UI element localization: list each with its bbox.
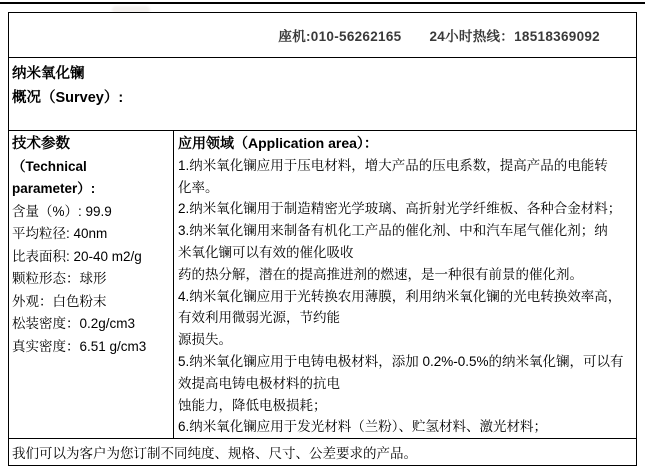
application-line: 化率。 <box>178 179 219 195</box>
survey-label: 概况（Survey）: <box>12 90 124 106</box>
details-row <box>9 131 636 439</box>
param-bulk-density: 松装密度：0.2g/cm3 <box>12 316 136 331</box>
application-line: 药的热分解，潜在的提高推进剂的燃速，是一种很有前景的催化剂。 <box>178 266 583 282</box>
technical-parameters-cell <box>9 131 174 438</box>
customization-note-row <box>9 439 636 465</box>
param-surface-area: 比表面积: 20-40 m2/g <box>12 248 142 264</box>
param-particle-size: 平均粒径: 40nm <box>12 226 108 241</box>
param-content: 含量（%）: 99.9 <box>12 203 112 219</box>
product-info-table <box>8 12 637 466</box>
application-line: 源损失。 <box>178 332 232 348</box>
hotline-number: 24小时热线：18518369092 <box>429 29 600 44</box>
application-line: 5.纳米氧化镧应用于电铸电极材料，添加 0.2%-0.5%的纳米氧化镧，可以有 <box>178 353 624 369</box>
param-appearance: 外观：白色粉末 <box>12 293 107 309</box>
top-divider-line <box>0 2 645 4</box>
application-line: 效提高电铸电极材料的抗电 <box>178 375 340 391</box>
application-line: 2.纳米氧化镧用于制造精密光学玻璃、高折射光学纤维板、各种合金材料； <box>178 201 622 217</box>
application-line: 有效利用微弱光源，节约能 <box>178 310 340 326</box>
title-row <box>9 58 636 131</box>
application-line: 6.纳米氧化镧应用于发光材料（兰粉）、贮氢材料、激光材料； <box>178 419 548 435</box>
application-line: 米氧化镧可以有效的催化吸收 <box>178 244 354 260</box>
application-line: 3.纳米氧化镧用来制备有机化工产品的催化剂、中和汽车尾气催化剂；纳 <box>178 223 608 239</box>
param-true-density: 真实密度：6.51 g/cm3 <box>12 338 147 354</box>
technical-parameters-subtitle: （Technical parameter）: <box>12 158 96 196</box>
landline-number: 座机:010-56262165 <box>278 29 402 44</box>
param-morphology: 颗粒形态：球形 <box>12 271 107 286</box>
application-line: 4.纳米氧化镧应用于光转换农用薄膜，利用纳米氧化镧的光电转换效率高， <box>178 288 622 304</box>
application-area-cell <box>174 131 636 438</box>
application-line: 1.纳米氧化镧应用于压电材料，增大产品的压电系数，提高产品的电能转 <box>178 157 608 173</box>
product-title: 纳米氧化镧 <box>12 66 85 82</box>
customization-note: 我们可以为客户为您订制不同纯度、规格、尺寸、公差要求的产品。 <box>12 446 417 461</box>
application-area-title: 应用领域（Application area）： <box>178 135 378 151</box>
contact-header-row <box>9 13 636 58</box>
application-line: 蚀能力，降低电极损耗； <box>178 397 327 413</box>
technical-parameters-title: 技术参数 <box>12 136 70 152</box>
